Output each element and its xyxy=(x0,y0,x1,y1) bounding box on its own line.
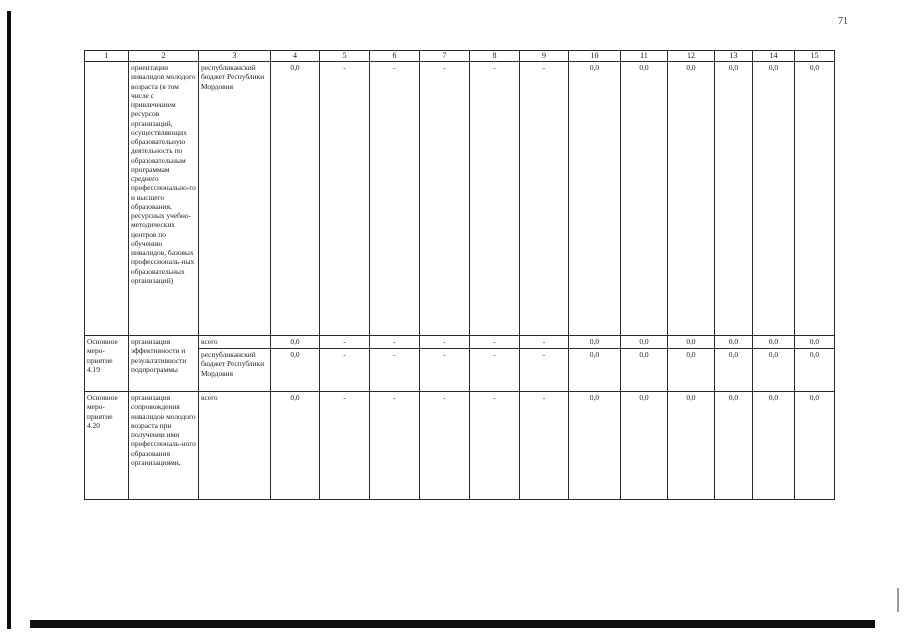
value-cell: 0,0 xyxy=(621,62,668,336)
funding-source-cell: всего xyxy=(199,392,271,500)
value-cell: 0,0 xyxy=(621,336,668,349)
value-cell: 0,0 xyxy=(271,336,320,349)
value-cell: 0,0 xyxy=(668,336,715,349)
value-cell: - xyxy=(420,392,470,500)
value-cell: - xyxy=(520,349,569,392)
column-number: 12 xyxy=(668,51,715,62)
value-cell: - xyxy=(520,62,569,336)
column-number: 13 xyxy=(715,51,753,62)
value-cell: 0,0 xyxy=(621,349,668,392)
column-number: 15 xyxy=(795,51,835,62)
activity-name-cell: организация сопровождения инвалидов молодого возраста при получении ими профессиональ-ного образования организациями, xyxy=(129,392,199,500)
activity-group-cell: Основное меро-приятие 4.20 xyxy=(85,392,129,500)
value-cell: - xyxy=(370,336,420,349)
value-cell: - xyxy=(370,349,420,392)
value-cell: 0,0 xyxy=(715,349,753,392)
value-cell: 0,0 xyxy=(753,349,795,392)
value-cell: - xyxy=(470,62,520,336)
value-cell: 0,0 xyxy=(569,62,621,336)
column-number: 5 xyxy=(320,51,370,62)
activity-name-cell: ориентации инвалидов молодого возраста (в том числе с привлечением ресурсов организаций, осуществляющих образовательную деятельность по образовательным программам среднего профессионально-го и высшего образования, ресурсных учебно-методических центров по обучению инвалидов, базовых профессиональ-ных образовательных организаций) xyxy=(129,62,199,336)
column-number: 1 xyxy=(85,51,129,62)
column-number: 14 xyxy=(753,51,795,62)
scan-mark xyxy=(897,588,899,612)
column-number: 6 xyxy=(370,51,420,62)
value-cell: 0,0 xyxy=(753,392,795,500)
table-row xyxy=(85,392,835,500)
column-number: 9 xyxy=(520,51,569,62)
column-number: 10 xyxy=(569,51,621,62)
funding-source-cell: всего xyxy=(199,336,271,349)
value-cell: - xyxy=(370,392,420,500)
value-cell: 0,0 xyxy=(668,392,715,500)
value-cell: 0,0 xyxy=(668,349,715,392)
value-cell: 0,0 xyxy=(569,336,621,349)
value-cell: 0,0 xyxy=(795,62,835,336)
column-number: 4 xyxy=(271,51,320,62)
funding-source-cell: республиканский бюджет Республики Мордовия xyxy=(199,349,271,392)
value-cell: 0,0 xyxy=(621,392,668,500)
value-cell: 0,0 xyxy=(569,392,621,500)
page-number: 71 xyxy=(838,16,848,27)
value-cell: - xyxy=(320,392,370,500)
value-cell: - xyxy=(470,392,520,500)
value-cell: 0,0 xyxy=(753,336,795,349)
value-cell: 0,0 xyxy=(795,336,835,349)
value-cell: - xyxy=(520,336,569,349)
value-cell: 0,0 xyxy=(271,62,320,336)
activity-group-cell: Основное меро-приятие 4.19 xyxy=(85,336,129,392)
value-cell: - xyxy=(470,349,520,392)
value-cell: 0,0 xyxy=(753,62,795,336)
funding-source-cell: республиканский бюджет Республики Мордовия xyxy=(199,62,271,336)
value-cell: 0,0 xyxy=(795,349,835,392)
value-cell: - xyxy=(420,349,470,392)
value-cell: 0,0 xyxy=(715,392,753,500)
value-cell: 0,0 xyxy=(795,392,835,500)
activity-name-cell: организация эффективности и результативности подпрограммы xyxy=(129,336,199,392)
scan-edge-bottom xyxy=(30,620,875,628)
value-cell: - xyxy=(320,336,370,349)
table-row xyxy=(85,62,835,336)
activity-group-cell xyxy=(85,62,129,336)
value-cell: 0,0 xyxy=(715,62,753,336)
column-number: 2 xyxy=(129,51,199,62)
value-cell: - xyxy=(320,62,370,336)
value-cell: 0,0 xyxy=(271,349,320,392)
column-number: 3 xyxy=(199,51,271,62)
value-cell: 0,0 xyxy=(715,336,753,349)
budget-table xyxy=(84,50,835,500)
column-number-row xyxy=(85,51,835,62)
value-cell: - xyxy=(420,62,470,336)
value-cell: 0,0 xyxy=(668,62,715,336)
column-number: 11 xyxy=(621,51,668,62)
value-cell: - xyxy=(370,62,420,336)
value-cell: - xyxy=(420,336,470,349)
value-cell: - xyxy=(320,349,370,392)
value-cell: 0,0 xyxy=(271,392,320,500)
table-row xyxy=(85,336,835,349)
value-cell: - xyxy=(470,336,520,349)
value-cell: - xyxy=(520,392,569,500)
column-number: 8 xyxy=(470,51,520,62)
column-number: 7 xyxy=(420,51,470,62)
value-cell: 0,0 xyxy=(569,349,621,392)
scan-edge-left xyxy=(7,11,11,629)
